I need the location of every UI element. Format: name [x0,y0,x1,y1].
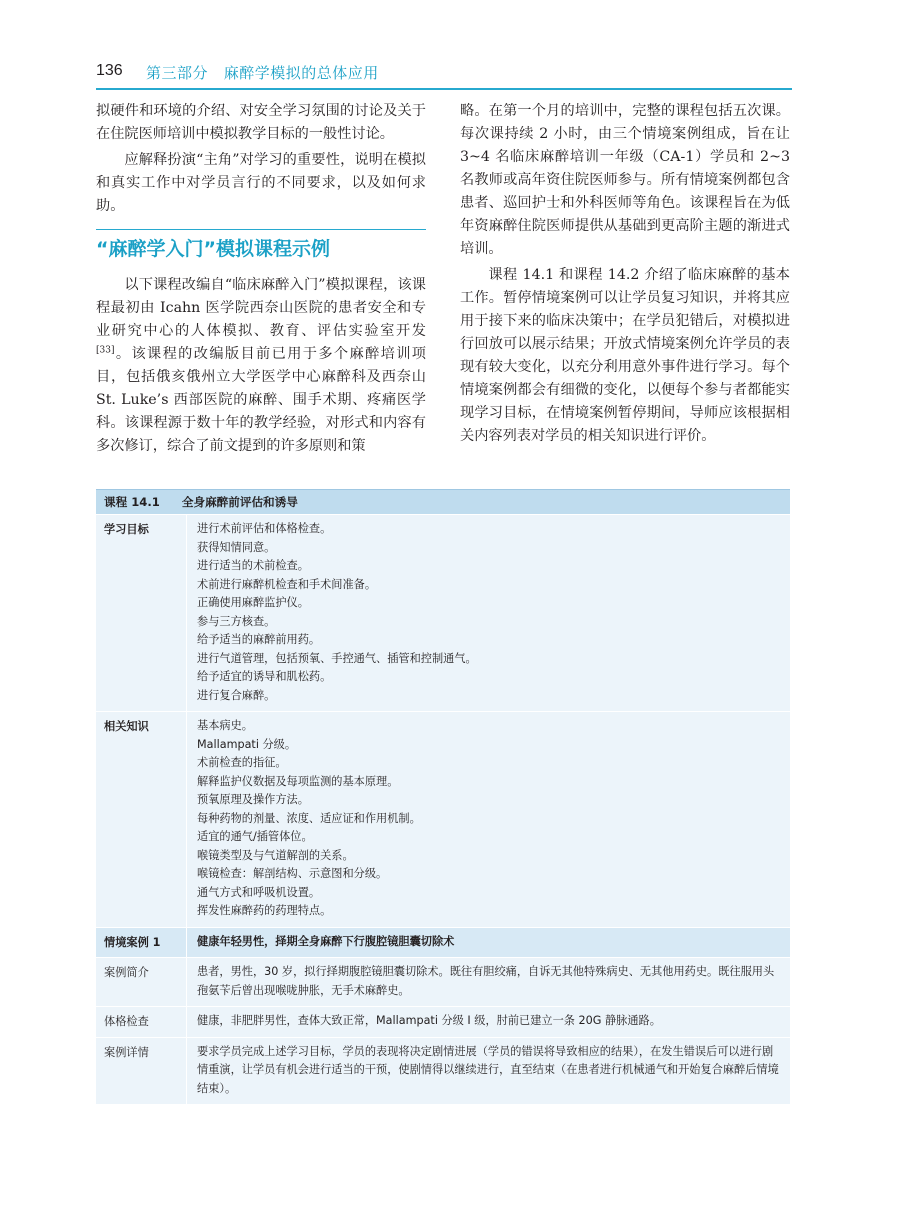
list-item: 进行适当的术前检查。 [197,559,309,572]
row-label: 学习目标 [104,523,149,536]
list-item: 适宜的通气/插管体位。 [197,830,313,843]
course-table [96,489,790,1104]
page-header [96,58,790,88]
left-column [96,100,426,458]
paragraph: 应解释扮演“主角”对学习的重要性，说明在模拟和真实工作中对学员言行的不同要求，以及如何求助。 [96,152,426,214]
list-item: 挥发性麻醉药的药理特点。 [197,904,332,917]
list-item: 给予适宜的诱导和肌松药。 [197,670,332,683]
objectives-list [186,515,790,711]
list-item: 参与三方核查。 [197,614,276,628]
case-details-text: 要求学员完成上述学习目标，学员的表现将决定剧情进展（学员的错误将导致相应的结果），在发生错误后可以进行剧情重演，让学员有机会进行适当的干预，使剧情得以继续进行，直至结束（在患者进行机械通气和开始复合麻醉后情境结束）。 [197,1044,779,1095]
list-item: 预氧原理及操作方法。 [197,793,309,806]
physical-exam [186,1007,790,1037]
paragraph [96,274,426,458]
list-item: 喉镜检查：解剖结构、示意图和分级。 [197,867,388,880]
row-label: 案例简介 [104,966,149,979]
list-item: 术前进行麻醉机检查和手术间准备。 [197,577,377,591]
list-item: 术前检查的指征。 [197,756,287,769]
case-details [186,1038,790,1105]
list-item: 正确使用麻醉监护仪。 [197,596,309,609]
header-rule [96,88,792,90]
list-item: 给予适当的麻醉前用药。 [197,633,321,646]
citation-ref: [33] [96,345,115,356]
row-label: 案例详情 [104,1045,149,1059]
table-row-case [96,927,790,958]
case-title [186,928,790,958]
table-title: 全身麻醉前评估和诱导 [181,495,298,509]
page-number: 136 [96,62,123,79]
case-title-text: 健康年轻男性，择期全身麻醉下行腹腔镜胆囊切除术 [197,934,455,948]
table-row [96,957,790,1006]
list-item: 每种药物的剂量、浓度、适应证和作用机制。 [197,811,421,825]
table-row [96,1006,790,1037]
paragraph: 课程 14.1 和课程 14.2 介绍了临床麻醉的基本工作。暂停情境案例可以让学员复习知识，并将其应用于接下来的临床决策中；在学员犯错后，对模拟进行回放可以展示结果；开放式情境案例允许学员的表现有较大变化，以充分利用意外事件进行学习。每个情境案例都会有细微的变化，以便每个参与者都能实现学习目标，在情境案例暂停期间，导师应该根据相关内容列表对学员的相关知识进行评价。 [460,267,790,444]
knowledge-list [186,712,790,927]
table-row [96,1037,790,1105]
list-item: 进行术前评估和体格检查。 [197,522,332,535]
running-head: 第三部分 麻醉学模拟的总体应用 [146,64,379,82]
list-item: 喉镜类型及与气道解剖的关系。 [197,848,354,862]
table-row [96,711,790,927]
paragraph: 略。在第一个月的培训中，完整的课程包括五次课。每次课持续 2 小时，由三个情境案例组成，旨在让 3~4 名临床麻醉培训一年级（CA-1）学员和 2~3 名教师或高年资住院医师参与。所有情境案例都包含患者、巡回护士和外科医师等角色。该课程旨在为低年资麻醉住院医师提供从基础到更高阶主题的渐进式培训。 [460,103,790,257]
list-item: 进行气道管理，包括预氧、手控通气、插管和控制通气。 [197,651,477,665]
section-rule [96,229,426,230]
row-label: 体格检查 [104,1015,149,1028]
case-summary-text: 患者，男性，30 岁，拟行择期腹腔镜胆囊切除术。既往有胆绞痛，自诉无其他特殊病史、无其他用药史。既往服用头孢氨苄后曾出现喉咙肿胀，无手术麻醉史。 [197,965,775,997]
list-item: Mallampati 分级。 [197,737,297,751]
case-summary [186,958,790,1006]
section-title: “麻醉学入门”模拟课程示例 [96,238,330,260]
paragraph: 拟硬件和环境的介绍、对安全学习氛围的讨论及关于在住院医师培训中模拟教学目标的一般性讨论。 [96,103,426,142]
paragraph-text: 以下课程改编自“临床麻醉入门”模拟课程，该课程最初由 Icahn 医学院西奈山医院的患者安全和专业研究中心的人体模拟、教育、评估实验室开发 [96,277,426,339]
right-column [460,100,790,448]
list-item: 进行复合麻醉。 [197,688,276,702]
table-header [96,489,790,514]
table-number: 课程 14.1 [104,495,160,509]
row-label: 相关知识 [104,720,149,733]
paragraph-text: 。该课程的改编版目前已用于多个麻醉培训项目，包括俄亥俄州立大学医学中心麻醉科及西奈山 St. Luke’s 西部医院的麻醉、围手术期、疼痛医学科。该课程源于数十年的教学经验，对形式和内容有多次修订，综合了前文提到的许多原则和策 [96,346,426,454]
list-item: 通气方式和呼吸机设置。 [197,885,321,899]
row-label: 情境案例 1 [104,935,161,949]
physical-exam-text: 健康，非肥胖男性，查体大致正常，Mallampati 分级 I 级，肘前已建立一条 20G 静脉通路。 [197,1014,661,1027]
list-item: 解释监护仪数据及每项监测的基本原理。 [197,774,399,788]
table-row [96,514,790,711]
list-item: 获得知情同意。 [197,540,276,554]
list-item: 基本病史。 [197,719,253,732]
